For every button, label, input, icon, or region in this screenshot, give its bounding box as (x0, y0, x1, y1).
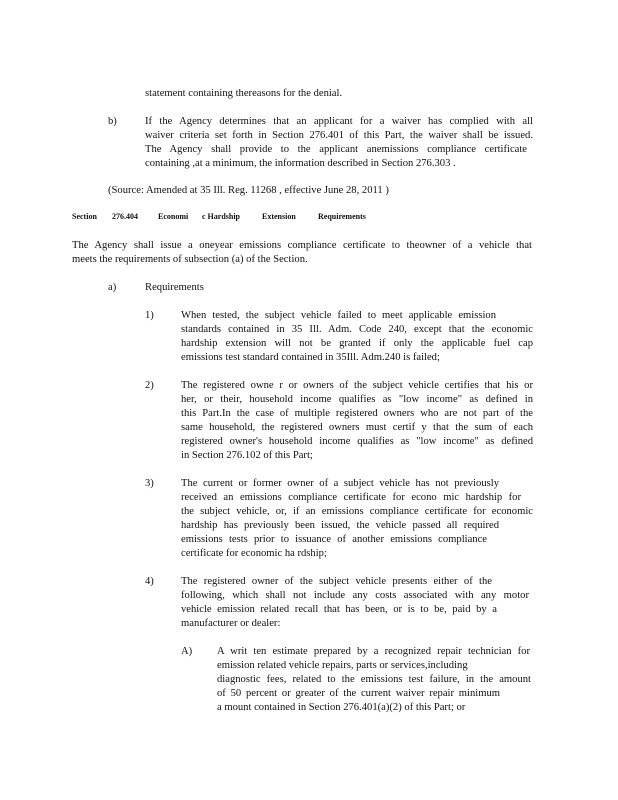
item-2-line-6: in Section 276.102 of this Part; (181, 450, 313, 461)
heading-word-2: c Hardship (202, 212, 241, 221)
intro-line-1: The Agency shall issue a oneyear emissions compliance certificate to theowner of a vehicle that (72, 240, 532, 251)
sub-a-line-1: A writ ten estimate prepared by a recognized repair technician for (217, 646, 530, 657)
heading-word-4: Requirements (318, 212, 366, 221)
heading-word-3: Extension (262, 212, 296, 221)
item-3-line-3: the subject vehicle, or, if an emissions compliance certificate for economic (181, 506, 533, 517)
item-2-line-1: The registered owne r or owners of the subject vehicle certifies that his or (181, 380, 533, 391)
item-1-label: 1) (145, 310, 154, 321)
item-4-line-2: following, which shall not include any costs associated with any motor (181, 590, 529, 601)
item-1-line-1: When tested, the subject vehicle failed to meet applicable emission (181, 310, 496, 321)
paragraph-b-line-3: The Agency shall provide to the applicant anemissions compliance certificate (145, 144, 527, 155)
item-1-line-3: hardship extension will not be granted if only the applicable fuel cap (181, 338, 533, 349)
sub-a-line-3: diagnostic fees, related to the emissions test failure, in the amount (217, 674, 531, 685)
subsection-a-title: Requirements (145, 282, 204, 293)
item-3-line-1: The current or former owner of a subject vehicle has not previously (181, 478, 499, 489)
item-2-line-5: registered owner's household income qualifies as "low income" as defined (181, 436, 533, 447)
item-1-line-4: emissions test standard contained in 35Ill. Adm.240 is failed; (181, 352, 440, 363)
intro-line-2: meets the requirements of subsection (a) of the Section. (72, 254, 308, 265)
item-3-line-4: hardship has previously been issued, the vehicle passed all required (181, 520, 499, 531)
paragraph-b-line-1: If the Agency determines that an applicant for a waiver has complied with all (145, 116, 533, 127)
heading-section: Section (72, 212, 97, 221)
sub-a-line-5: a mount contained in Section 276.401(a)(2) of this Part; or (217, 702, 466, 713)
sub-a-line-2: emission related vehicle repairs, parts or services,including (217, 660, 468, 671)
statement-line: statement containing thereasons for the denial. (145, 88, 343, 99)
source-note: (Source: Amended at 35 Ill. Reg. 11268 , effective June 28, 2011 ) (108, 185, 389, 196)
item-3-line-5: emissions tests prior to issuance of another emissions compliance (181, 534, 487, 545)
heading-word-1: Economi (158, 212, 189, 221)
item-2-line-2: her, or their, household income qualifies as "low income" as defined in (181, 394, 533, 405)
paragraph-b-line-4: containing ,at a minimum, the information described in Section 276.303 . (145, 158, 456, 169)
sub-a-line-4: of 50 percent or greater of the current waiver repair minimum (217, 688, 500, 699)
subsection-a-label: a) (108, 282, 117, 293)
item-2-line-4: same household, the registered owners must certif y that the sum of each (181, 422, 533, 433)
paragraph-b-line-2: waiver criteria set forth in Section 276.401 of this Part, the waiver shall be issued. (145, 130, 533, 141)
item-4-line-4: manufacturer or dealer: (181, 618, 281, 629)
item-2-label: 2) (145, 380, 154, 391)
item-2-line-3: this Part.In the case of multiple registered owners who are not part of the (181, 408, 533, 419)
item-3-line-2: received an emissions compliance certificate for econo mic hardship for (181, 492, 521, 503)
sub-a-label: A) (181, 646, 193, 657)
item-4-line-3: vehicle emission related recall that has been, or is to be, paid by a (181, 604, 497, 615)
item-4-label: 4) (145, 576, 154, 587)
item-1-line-2: standards contained in 35 Ill. Adm. Code 240, except that the economic (181, 324, 533, 335)
item-4-line-1: The registered owner of the subject vehicle presents either of the (181, 576, 492, 587)
item-3-line-6: certificate for economic ha rdship; (181, 548, 327, 559)
paragraph-b-label: b) (108, 116, 117, 127)
heading-number: 276.404 (112, 212, 138, 221)
item-3-label: 3) (145, 478, 154, 489)
